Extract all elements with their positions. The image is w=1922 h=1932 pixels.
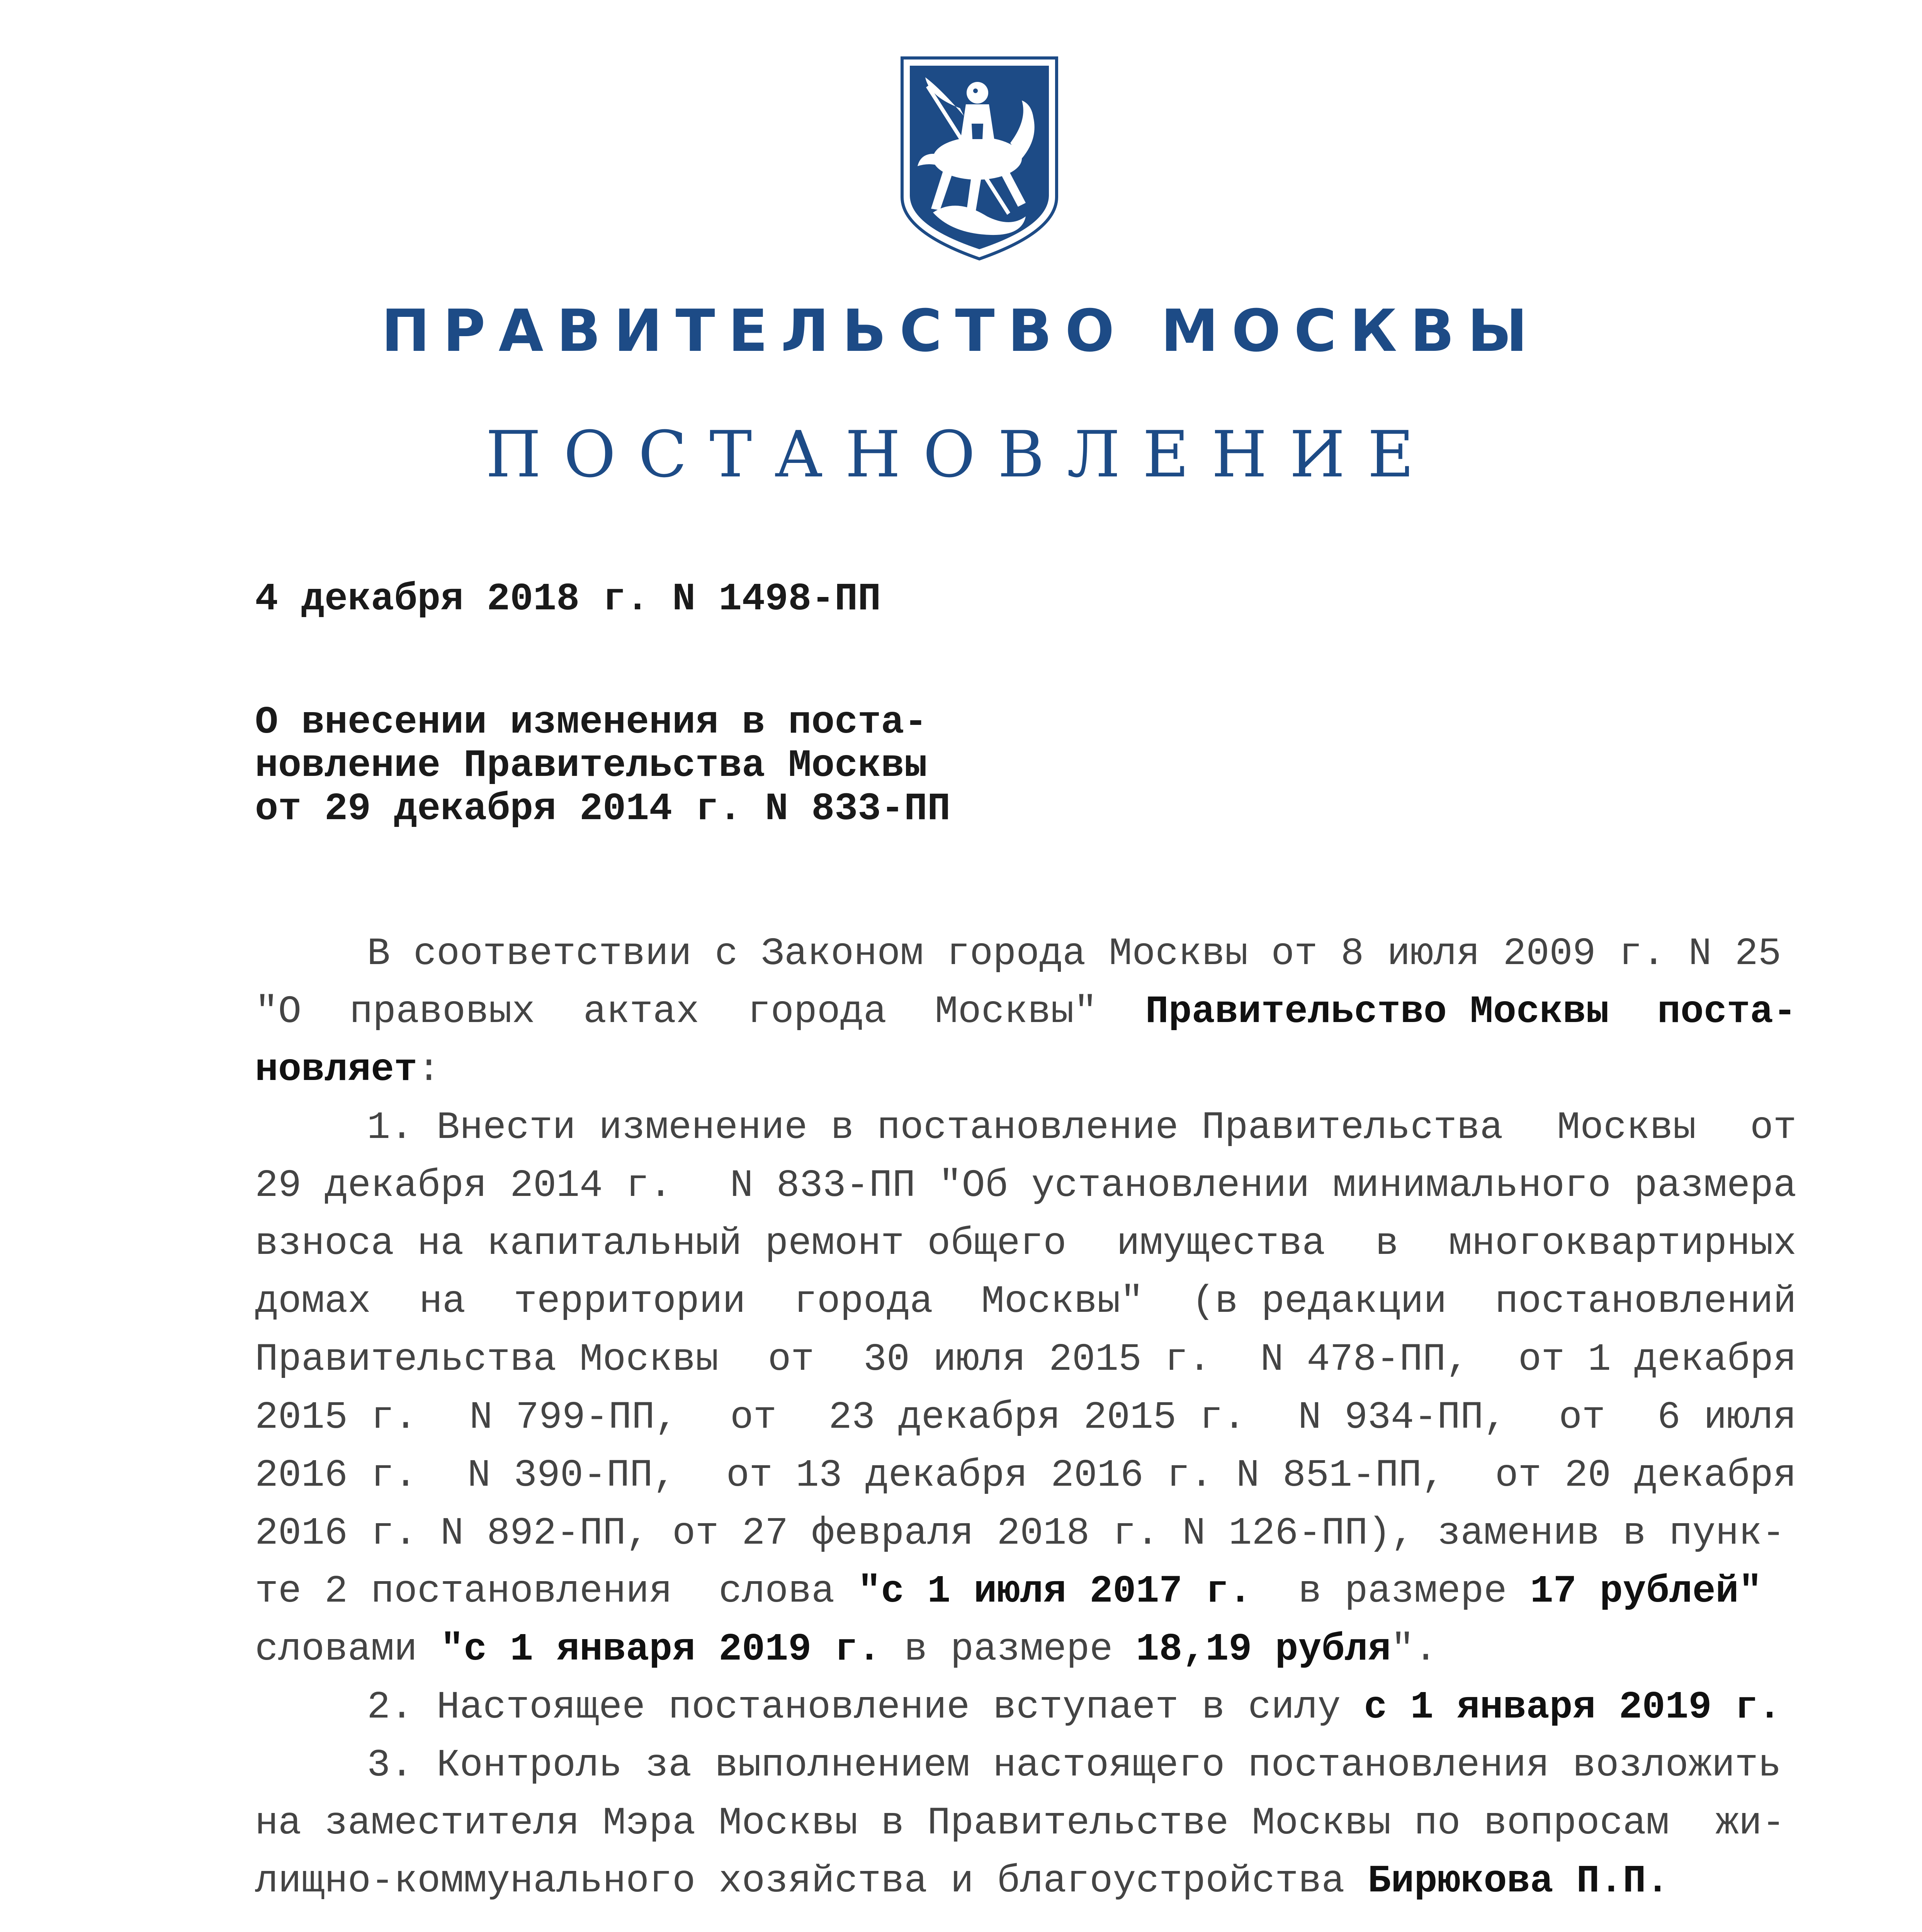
text-run: взноса на капитальный ремонт общего (255, 1222, 1067, 1266)
text-run: постановлений (1495, 1280, 1796, 1324)
document-subject (255, 701, 950, 831)
text-run: от 13 декабря 2016 г. N 851-ПП, (726, 1454, 1445, 1498)
text-run: Правительства Москвы (255, 1338, 719, 1382)
body-line (255, 925, 1796, 983)
text-run: на заместителя Мэра Москвы в Правительстве Москвы по вопросам жи- (255, 1802, 1785, 1845)
text-run-bold: поста- (1657, 990, 1796, 1034)
body-line (255, 983, 1796, 1041)
text-run: от (1750, 1106, 1796, 1150)
org-title: ПРАВИТЕЛЬСТВО МОСКВЫ (381, 298, 1541, 365)
body-line (255, 1563, 1796, 1621)
text-run: имущества (1116, 1222, 1326, 1266)
text-run: 1. Внести изменение в постановление Правительства (367, 1106, 1503, 1150)
text-run: территории (513, 1280, 746, 1324)
text-run-bold: новляет (255, 1048, 418, 1092)
body-line (255, 1505, 1796, 1563)
body-line (255, 1679, 1796, 1737)
text-run: в размере (881, 1628, 1136, 1672)
text-run: правовых (349, 990, 535, 1034)
text-run-bold: "с 1 июля 2017 г. (858, 1570, 1252, 1614)
text-run: от (768, 1338, 814, 1382)
text-run: 29 декабря 2014 г. (255, 1164, 673, 1208)
text-run: 3. Контроль за выполнением настоящего постановления возложить (367, 1744, 1781, 1787)
text-run: домах (255, 1280, 371, 1324)
text-run: актах (583, 990, 699, 1034)
text-run: в размере (1252, 1570, 1530, 1614)
text-run: (в редакции (1191, 1280, 1447, 1324)
document-date-number: 4 декабря 2018 г. N 1498-ПП (255, 578, 881, 621)
text-run: Москвы (1557, 1106, 1696, 1150)
text-run: 2016 г. N 892-ПП, от 27 февраля 2018 г. N 126-ПП), заменив в пунк- (255, 1512, 1785, 1556)
text-run: N 833-ПП "Об установлении минимального размера (730, 1164, 1796, 1208)
text-run-bold: "с 1 января 2019 г. (440, 1628, 881, 1672)
document-type-title: ПОСТАНОВЛЕНИЕ (485, 417, 1437, 492)
subject-line: О внесении изменения в поста- (255, 701, 928, 745)
text-run: города (794, 1280, 933, 1324)
text-run: на (419, 1280, 466, 1324)
body-line (255, 1215, 1796, 1273)
text-run: 23 декабря 2015 г. (828, 1396, 1246, 1440)
text-run: N 799-ПП, (469, 1396, 678, 1440)
text-run: В соответствии с Законом города Москвы от 8 июля 2009 г. N 25 (367, 932, 1781, 976)
body-line (255, 1447, 1796, 1505)
text-run: словами (255, 1628, 441, 1672)
text-run: Москвы" (981, 1280, 1144, 1324)
body-line (255, 1041, 1796, 1099)
text-run: города (747, 990, 887, 1034)
text-run-bold: 17 рублей" (1530, 1570, 1762, 1614)
body-line (255, 1853, 1796, 1911)
text-run: ". (1391, 1628, 1438, 1672)
text-run: : (417, 1048, 441, 1092)
body-line (255, 1273, 1796, 1331)
body-line (255, 1737, 1796, 1795)
text-run: 2016 г. (255, 1454, 418, 1498)
text-run: от (1558, 1396, 1605, 1440)
text-run: 2. Настоящее постановление вступает в силу (367, 1686, 1364, 1730)
document-body (255, 925, 1796, 1911)
body-line (255, 1331, 1796, 1389)
body-line (255, 1795, 1796, 1853)
body-line (255, 1157, 1796, 1215)
subject-line: новление Правительства Москвы (255, 744, 928, 788)
moscow-coat-of-arms-icon (894, 50, 1064, 267)
text-run-bold: 18,19 рубля (1136, 1628, 1391, 1672)
text-run: Москвы" (935, 990, 1097, 1034)
text-run: в (1375, 1222, 1399, 1266)
text-run: N 478-ПП, (1260, 1338, 1469, 1382)
text-run: 30 июля 2015 г. (863, 1338, 1212, 1382)
text-run: от (730, 1396, 777, 1440)
text-run: N 934-ПП, (1298, 1396, 1507, 1440)
text-run-bold: с 1 января 2019 г. (1364, 1686, 1781, 1730)
text-run: многоквартирных (1448, 1222, 1796, 1266)
text-run: "О (255, 990, 302, 1034)
text-run: 6 июля (1657, 1396, 1796, 1440)
body-line (255, 1099, 1796, 1157)
text-run: от 20 декабря (1495, 1454, 1796, 1498)
text-run: N 390-ПП, (467, 1454, 676, 1498)
text-run: от 1 декабря (1518, 1338, 1796, 1382)
text-run-bold: Правительство Москвы (1145, 990, 1609, 1034)
text-run: лищно-коммунального хозяйства и благоустройства (255, 1860, 1368, 1903)
text-run: те 2 постановления слова (255, 1570, 858, 1614)
body-line (255, 1389, 1796, 1447)
subject-line: от 29 декабря 2014 г. N 833-ПП (255, 787, 951, 831)
body-line (255, 1621, 1796, 1679)
text-run: 2015 г. (255, 1396, 418, 1440)
text-run-bold: Бирюкова П.П. (1368, 1860, 1669, 1903)
